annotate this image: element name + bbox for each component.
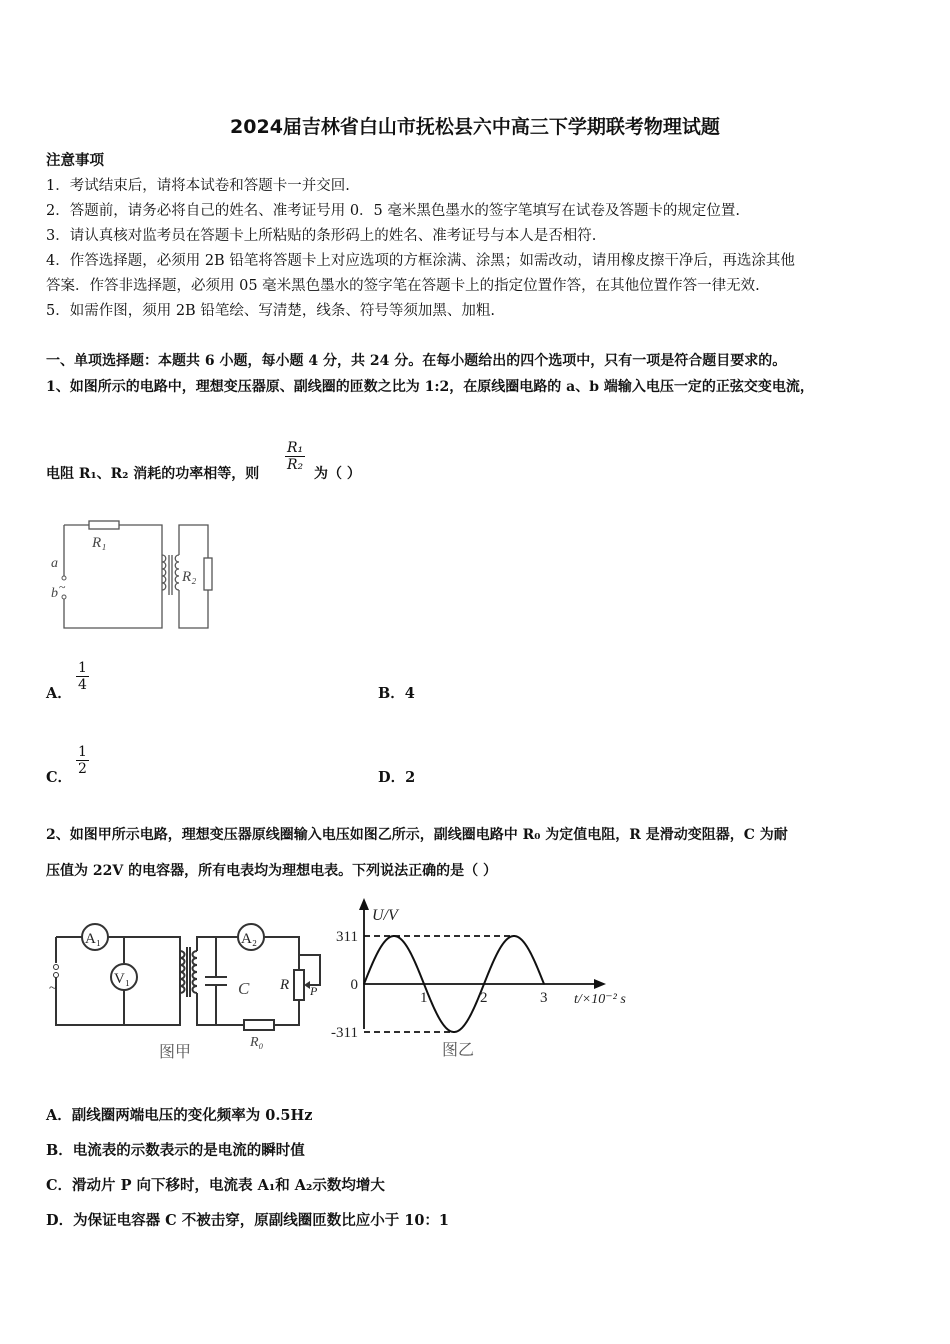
fraction-den: 4	[78, 677, 87, 693]
y-tick-label: -311	[331, 1025, 358, 1041]
chart-title: 图乙	[442, 1042, 475, 1059]
x-tick-label: 1	[420, 990, 428, 1006]
q2-voltage-chart	[322, 892, 642, 1067]
q1-stem-post: 为（ ）	[314, 466, 361, 482]
data-point	[453, 1031, 455, 1033]
page-title: 2024届吉林省白山市抚松县六中高三下学期联考物理试题	[230, 116, 720, 138]
label-r2: R₂	[182, 569, 197, 585]
chart-x-label: t/×10⁻² s	[574, 992, 626, 1007]
primary-loop-wire	[64, 525, 162, 628]
q2-option-a: A．副线圈两端电压的变化频率为 0.5Hz	[46, 1107, 313, 1124]
section-heading: 一、单项选择题：本题共 6 小题，每小题 4 分，共 24 分。在每小题给出的四个选项中，只有一项是符合题目要求的。	[46, 353, 787, 369]
q1-ratio-fraction	[285, 440, 305, 473]
q1-stem-line1: 1、如图所示的电路中，理想变压器原、副线圈的匝数之比为 1:2，在原线圈电路的 a、b 端输入电压一定的正弦交变电流，	[46, 379, 814, 395]
data-point	[483, 983, 485, 985]
notice-item: 答案．作答非选择题，必须用 05 毫米黑色墨水的签字笔在答题卡上的指定位置作答，在其他位置作答一律无效.	[46, 278, 760, 294]
q1-stem-line2	[46, 465, 259, 483]
data-point	[393, 935, 395, 937]
data-point	[543, 983, 545, 985]
resistor-r1	[89, 521, 119, 529]
label-p: P	[310, 984, 318, 998]
q2-stem-line2: 压值为 22V 的电容器，所有电表均为理想电表。下列说法正确的是（ ）	[46, 863, 497, 879]
input-terminal	[54, 965, 59, 970]
chart-y-label: U/V	[372, 907, 398, 924]
label-a2: A₂	[241, 931, 258, 947]
label-a1: A₁	[85, 931, 102, 947]
data-point	[363, 983, 365, 985]
label-b: b	[51, 586, 58, 601]
notice-item: 1．考试结束后，请将本试卷和答题卡一并交回.	[46, 178, 350, 194]
label-c: C	[238, 979, 250, 998]
q2-option-b: B．电流表的示数表示的是电流的瞬时值	[46, 1142, 305, 1159]
q1-option-c-fraction	[76, 744, 89, 777]
label-a: a	[51, 556, 58, 571]
data-point	[513, 935, 515, 937]
label-r0: R₀	[250, 1035, 264, 1050]
notice-item: 3．请认真核对监考员在答题卡上所粘贴的条形码上的姓名、准考证号与本人是否相符.	[46, 228, 597, 244]
q1-stem-pre: 电阻 R₁、R₂ 消耗的功率相等，则	[46, 466, 260, 482]
ac-source-icon: ~	[59, 580, 66, 594]
terminal-b	[62, 595, 66, 599]
q1-option-a-fraction	[76, 660, 89, 693]
q2-stem-line1: 2、如图甲所示电路，理想变压器原线圈输入电压如图乙所示，副线圈电路中 R₀ 为定值电阻，R 是滑动变阻器，C 为耐	[46, 827, 788, 843]
y-axis-arrow	[359, 898, 369, 910]
q2-option-c: C．滑动片 P 向下移时，电流表 A₁和 A₂示数均增大	[46, 1177, 385, 1194]
q1-circuit-figure	[44, 515, 224, 640]
y-tick-label: 311	[336, 929, 358, 945]
secondary-coil	[175, 555, 179, 590]
q2-option-d: D．为保证电容器 C 不被击穿，原副线圈匝数比应小于 10：1	[46, 1212, 450, 1229]
x-tick-label: 3	[540, 990, 548, 1006]
ratio-numerator: R₁	[287, 440, 304, 456]
x-tick-label: 2	[480, 990, 488, 1006]
fraction-den: 2	[78, 761, 87, 777]
notice-heading: 注意事项	[46, 152, 104, 169]
label-v1: V₁	[114, 971, 131, 987]
data-point	[423, 983, 425, 985]
notice-item: 4．作答选择题，必须用 2B 铅笔将答题卡上对应选项的方框涂满、涂黑；如需改动，请用橡皮擦干净后，再选涂其他	[46, 253, 795, 269]
q1-option-b: B．4	[378, 685, 415, 702]
y-tick-label: 0	[350, 977, 358, 993]
figure-caption-jia: 图甲	[159, 1044, 192, 1061]
input-terminal	[54, 973, 59, 978]
label-r1: R₁	[92, 535, 107, 551]
q2-circuit-figure	[44, 915, 329, 1065]
x-axis-arrow	[594, 979, 606, 989]
label-r: R	[280, 977, 290, 993]
q1-option-a-label: A．	[46, 685, 72, 702]
resistor-r2	[204, 558, 212, 590]
q1-option-c-label: C．	[46, 769, 73, 786]
notice-item: 2．答题前，请务必将自己的姓名、准考证号用 0．5 毫米黑色墨水的签字笔填写在试卷及答题卡的规定位置.	[46, 203, 740, 219]
q1-option-d: D．2	[378, 769, 416, 786]
fraction-num: 1	[78, 744, 87, 760]
ratio-denominator: R₂	[287, 457, 304, 473]
fraction-num: 1	[78, 660, 87, 676]
notice-item: 5．如需作图，须用 2B 铅笔绘、写清楚，线条、符号等须加黑、加粗.	[46, 303, 495, 319]
ac-source-icon: ~	[49, 981, 57, 996]
